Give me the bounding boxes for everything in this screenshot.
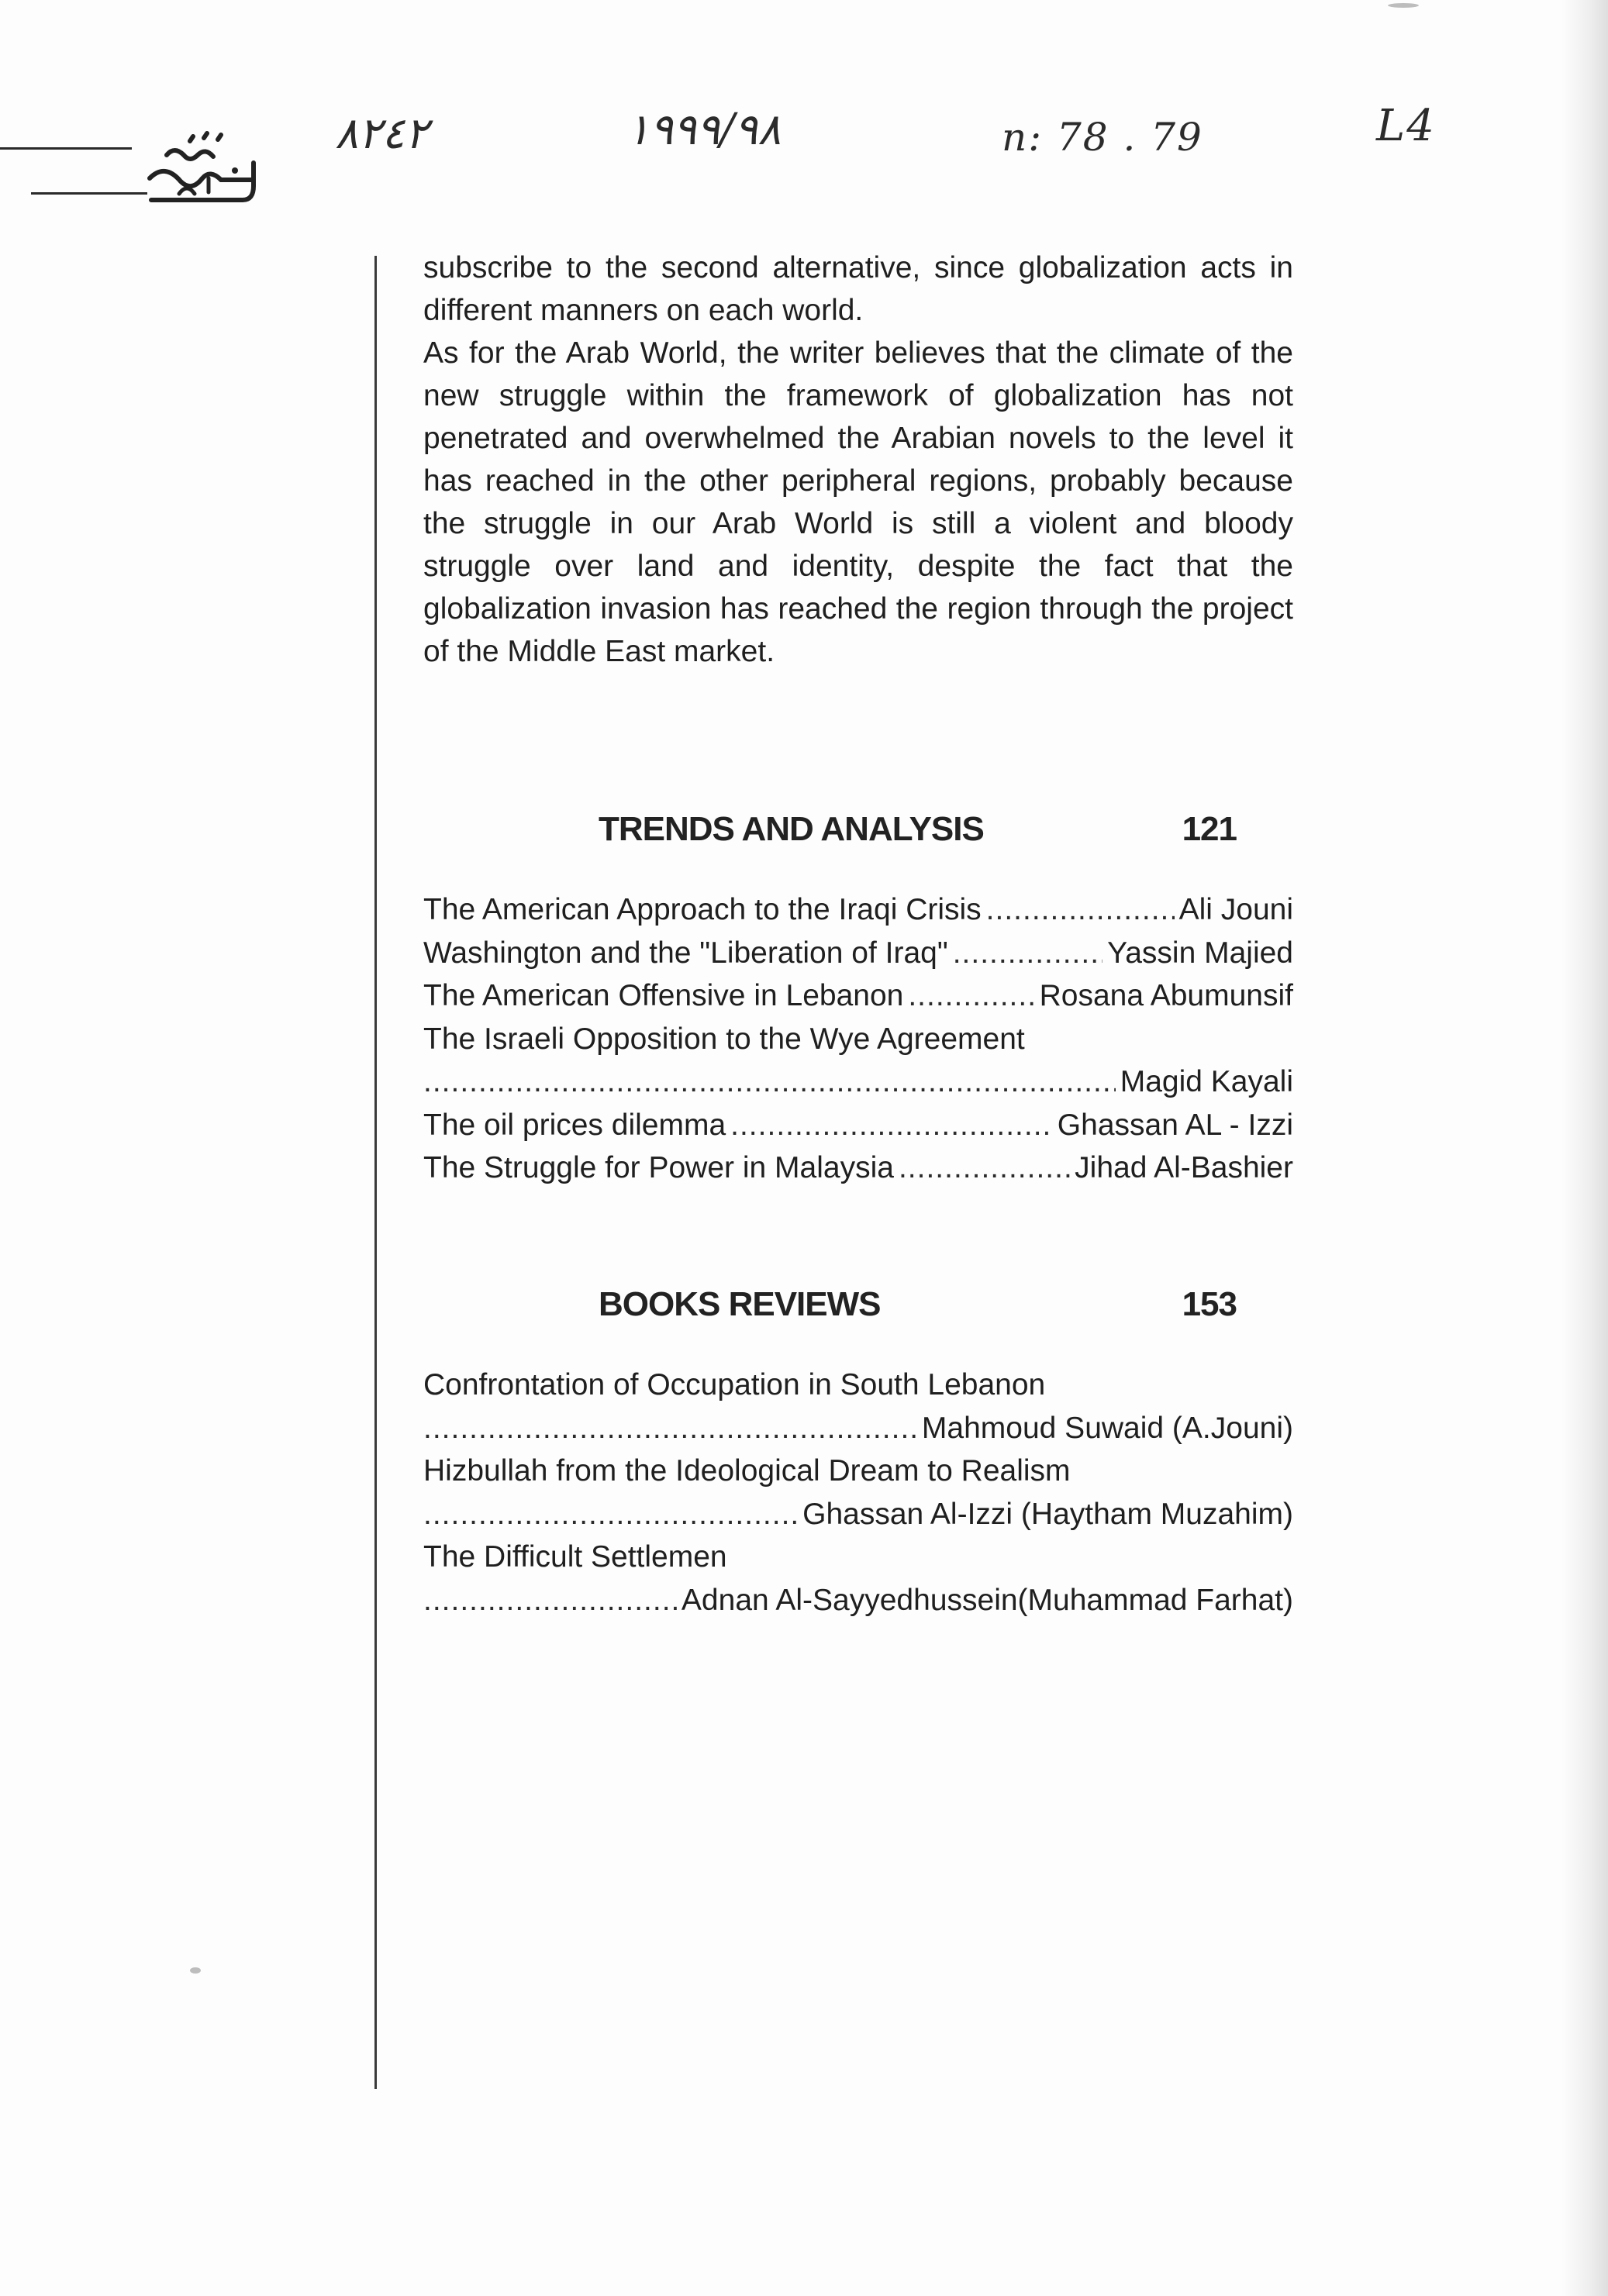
entry-title: Hizbullah from the Ideological Dream to Realism bbox=[423, 1454, 1071, 1488]
contents-list-books bbox=[423, 1363, 1293, 1622]
entry-author: Ghassan AL - Izzi bbox=[1057, 1108, 1293, 1142]
header-rule-bottom bbox=[31, 192, 147, 195]
entry-author: Ali Jouni bbox=[1178, 893, 1293, 926]
contents-list-trends bbox=[423, 888, 1293, 1190]
entry-title: The Difficult Settlemen bbox=[423, 1540, 727, 1574]
dot-leader bbox=[908, 974, 1034, 1018]
dot-leader bbox=[899, 1146, 1070, 1190]
contents-entry bbox=[423, 1060, 1293, 1104]
section-heading-trends bbox=[599, 810, 1237, 849]
dot-leader bbox=[730, 1104, 1053, 1147]
contents-entry bbox=[423, 1104, 1293, 1147]
intro-paragraph: subscribe to the second alternative, since globalization acts in different manners on each world. bbox=[423, 251, 1293, 327]
contents-entry bbox=[423, 888, 1293, 932]
margin-rule bbox=[374, 256, 377, 2089]
section-title: TRENDS AND ANALYSIS bbox=[599, 810, 984, 848]
dot-leader bbox=[986, 888, 1175, 932]
entry-title: The American Offensive in Lebanon bbox=[423, 979, 904, 1012]
dot-leader bbox=[953, 932, 1102, 975]
entry-title: Washington and the "Liberation of Iraq" bbox=[423, 936, 948, 970]
entry-title: The Struggle for Power in Malaysia bbox=[423, 1151, 894, 1184]
entry-title: The Israeli Opposition to the Wye Agreement bbox=[423, 1022, 1025, 1056]
entry-author: Yassin Majied bbox=[1107, 936, 1293, 970]
section-page-number: 121 bbox=[1182, 810, 1237, 848]
intro-paragraph: As for the Arab World, the writer believes that the climate of the new struggle within the framework of globalization has not penetrated and overwhelmed the Arabian novels to the level it has reached in the other peripheral regions, probably because the struggle in our Arab World is still a violent and bloody struggle over land and identity, despite the fact that the globalization invasion has reached the region through the project of the Middle East market. bbox=[423, 336, 1293, 668]
scan-edge-shadow bbox=[1561, 0, 1608, 2296]
entry-author: Rosana Abumunsif bbox=[1039, 979, 1293, 1012]
entry-author: Jihad Al-Bashier bbox=[1075, 1151, 1293, 1184]
contents-entry bbox=[423, 1579, 1293, 1622]
dot-leader bbox=[423, 1579, 677, 1622]
dot-leader bbox=[423, 1060, 1116, 1104]
handwritten-note: L4 bbox=[1376, 101, 1436, 151]
journal-logo-calligraphy bbox=[143, 124, 267, 213]
entry-author: Mahmoud Suwaid (A.Jouni) bbox=[921, 1411, 1293, 1445]
scan-speck bbox=[1388, 3, 1419, 8]
contents-entry bbox=[423, 1493, 1293, 1536]
dot-leader bbox=[423, 1493, 798, 1536]
entry-title: The American Approach to the Iraqi Crisis bbox=[423, 893, 982, 926]
handwritten-note: ١٩٩٩/٩٨ bbox=[626, 105, 782, 155]
dot-leader bbox=[423, 1407, 917, 1450]
section-heading-books bbox=[599, 1285, 1237, 1324]
entry-title: The oil prices dilemma bbox=[423, 1108, 726, 1142]
contents-entry bbox=[423, 974, 1293, 1018]
handwritten-note: ٨٢٤٢ bbox=[335, 109, 429, 159]
section-page-number: 153 bbox=[1182, 1285, 1237, 1323]
handwritten-note: n: 78 . 79 bbox=[1002, 115, 1203, 160]
intro-text bbox=[423, 246, 1293, 673]
header-rule-top bbox=[0, 147, 132, 150]
contents-entry bbox=[423, 932, 1293, 975]
entry-author: Adnan Al-Sayyedhussein(Muhammad Farhat) bbox=[681, 1583, 1293, 1617]
contents-entry bbox=[423, 1407, 1293, 1450]
entry-author: Ghassan Al-Izzi (Haytham Muzahim) bbox=[802, 1497, 1293, 1531]
scan-speck bbox=[190, 1967, 201, 1974]
entry-author: Magid Kayali bbox=[1120, 1065, 1293, 1098]
section-title: BOOKS REVIEWS bbox=[599, 1285, 881, 1323]
entry-title: Confrontation of Occupation in South Lebanon bbox=[423, 1368, 1046, 1401]
contents-entry bbox=[423, 1146, 1293, 1190]
